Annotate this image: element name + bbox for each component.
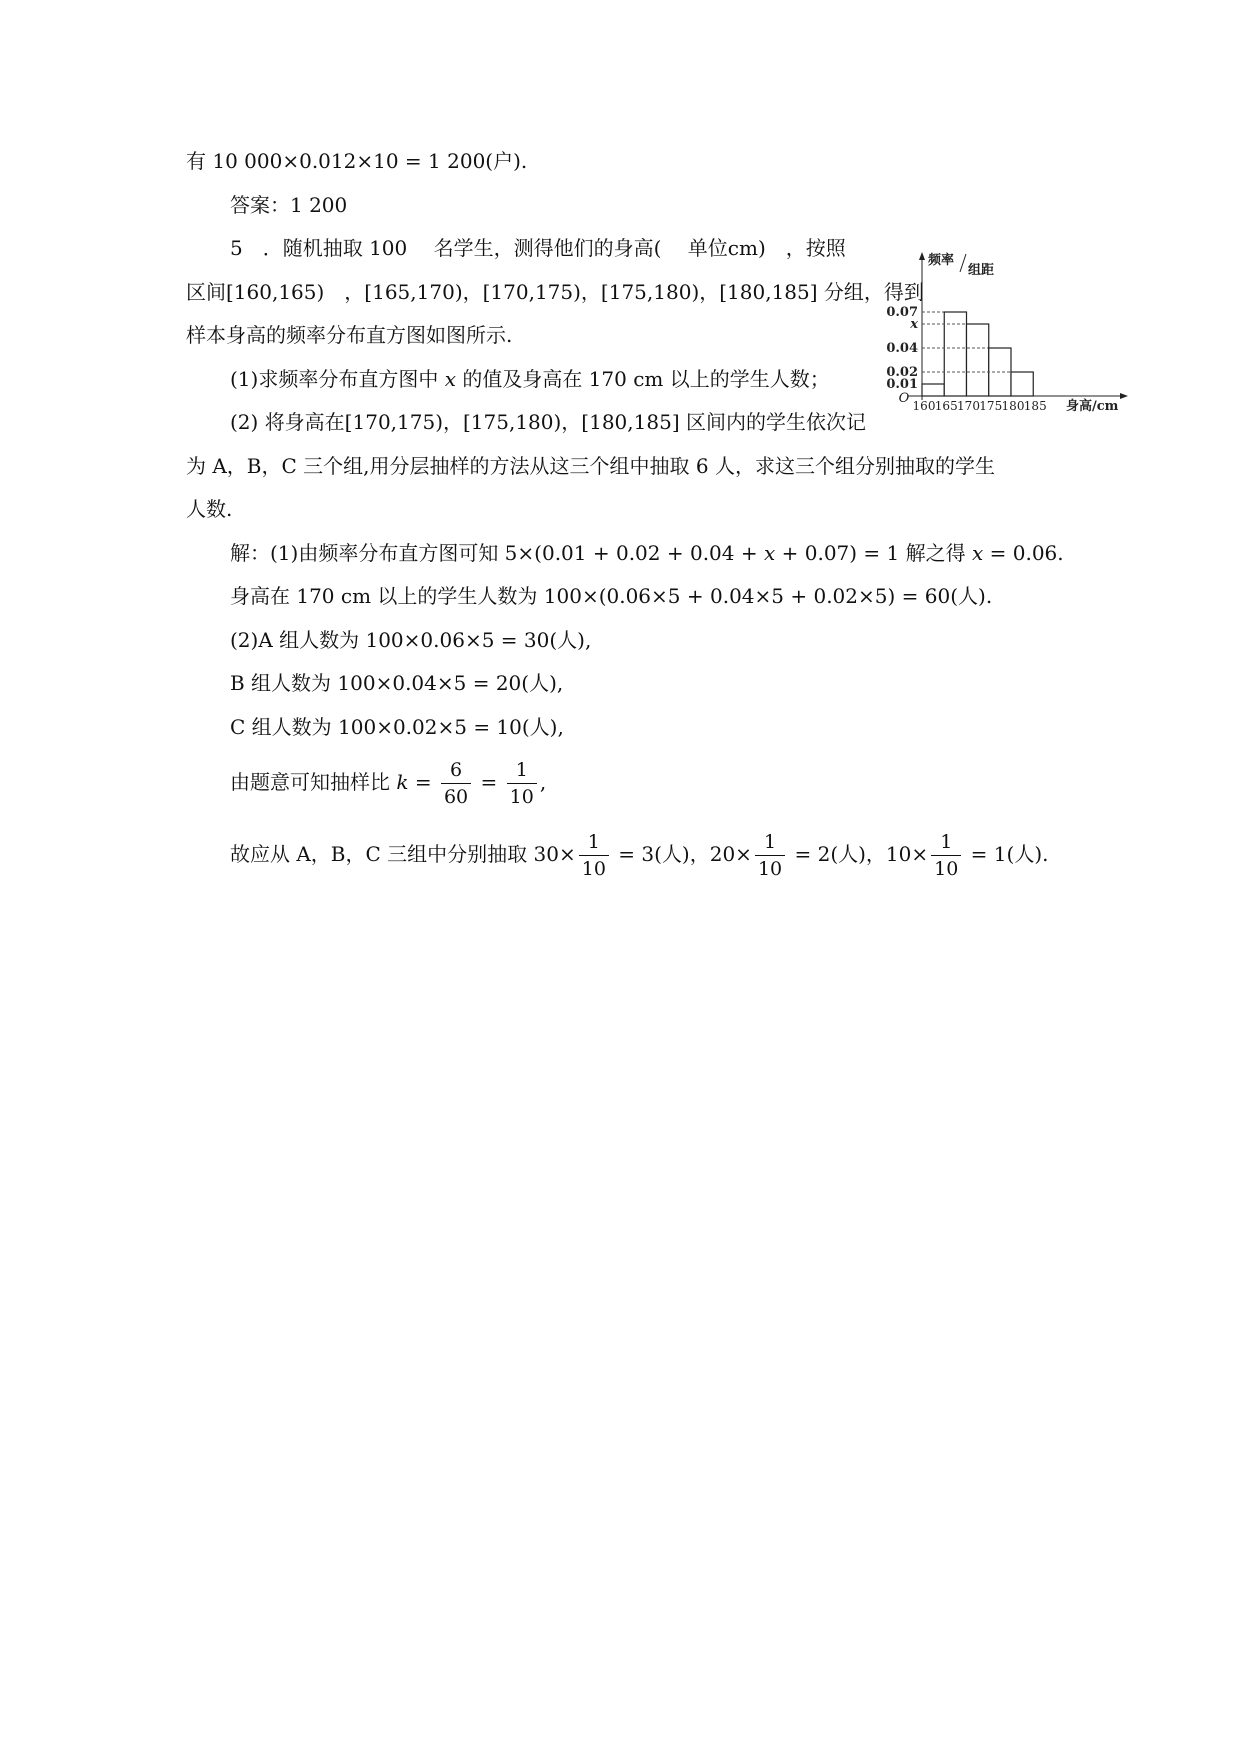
x-axis-label: 身高/cm — [1066, 399, 1119, 414]
equals-sign: = — [474, 770, 504, 794]
solution-1-text-c: = 0.06. — [983, 541, 1064, 565]
variable-x: x — [971, 541, 984, 565]
x-tick-label: 160 — [912, 399, 936, 413]
final-answer-line — [230, 824, 1049, 884]
variable-k: k — [396, 770, 409, 794]
x-axis-arrow-icon — [1120, 393, 1128, 399]
question-1 — [230, 365, 830, 393]
fraction-1-10 — [507, 757, 537, 810]
line-end: , — [539, 770, 547, 794]
fraction-numerator: 1 — [755, 829, 785, 856]
question-2-line-3: 人数. — [186, 497, 233, 521]
final-answer-text-a: 故应从 A，B，C 三组中分别抽取 30× — [230, 842, 576, 866]
origin-label: O — [898, 391, 910, 406]
fraction-denominator: 10 — [581, 858, 606, 880]
text-line-1: 有 10 000×0.012×10 = 1 200(户). — [186, 149, 528, 173]
fraction-denominator: 10 — [757, 858, 783, 880]
frequency-histogram — [870, 244, 1140, 414]
question-2-line-2: 为 A，B，C 三个组,用分层抽样的方法从这三个组中抽取 6 人，求这三个组分别抽取的学生 — [186, 454, 995, 478]
y-tick-label: 0.04 — [886, 341, 918, 356]
y-tick-label: 0.07 — [886, 305, 918, 320]
fraction-denominator: 10 — [934, 858, 959, 880]
x-tick-label: 170 — [957, 399, 980, 413]
final-answer-text-b: = 3(人)，20× — [611, 842, 752, 866]
sampling-ratio-line — [230, 752, 546, 812]
fraction-1-10 — [579, 829, 609, 882]
histogram-bar — [967, 324, 989, 396]
x-tick-label: 165 — [934, 399, 958, 413]
solution-line-4: B 组人数为 100×0.04×5 = 20(人), — [230, 671, 564, 695]
problem-5-line-2: 区间[160,165) ，[165,170)，[170,175)，[175,180)，[180,185] 分组，得到 — [186, 280, 924, 304]
solution-1-text-a: 解：(1)由频率分布直方图可知 5×(0.01 + 0.02 + 0.04 + — [230, 541, 764, 565]
variable-x: x — [444, 367, 456, 391]
variable-x: x — [763, 541, 776, 565]
x-tick-label: 175 — [979, 399, 1003, 413]
fraction-6-60 — [441, 757, 471, 810]
histogram-bar — [944, 312, 966, 396]
solution-line-3: (2)A 组人数为 100×0.06×5 = 30(人), — [230, 628, 592, 652]
fraction-numerator: 6 — [441, 757, 471, 784]
fraction-1-10 — [755, 829, 785, 882]
fraction-denominator: 10 — [509, 786, 534, 808]
problem-5-line-1: 5 ．随机抽取 100 名学生，测得他们的身高( 单位cm) ，按照 — [230, 236, 846, 260]
answer-line: 答案：1 200 — [230, 193, 348, 217]
equals-sign: = — [408, 770, 438, 794]
solution-line-5: C 组人数为 100×0.02×5 = 10(人), — [230, 715, 564, 739]
question-1-text-a: (1)求频率分布直方图中 — [230, 367, 445, 391]
histogram-bar — [1011, 372, 1033, 396]
fraction-1-10 — [931, 829, 961, 882]
y-label-top: 频率 — [928, 253, 955, 268]
y-label-slash — [960, 254, 966, 272]
y-tick-label: x — [910, 317, 918, 332]
fraction-denominator: 60 — [443, 786, 469, 808]
sampling-ratio-text: 由题意可知抽样比 — [230, 770, 397, 794]
y-label-bottom: 组距 — [968, 263, 995, 278]
y-tick-label: 0.02 — [886, 365, 918, 380]
histogram-bar — [922, 384, 944, 396]
fraction-numerator: 1 — [931, 829, 961, 856]
fraction-numerator: 1 — [507, 757, 537, 784]
question-2-line-1: (2) 将身高在[170,175)，[175,180)，[180,185] 区间内的学生依次记 — [230, 410, 866, 434]
final-answer-text-d: = 1(人). — [964, 842, 1049, 866]
question-1-text-b: 的值及身高在 170 cm 以上的学生人数； — [455, 367, 830, 391]
x-tick-label: 185 — [1023, 399, 1047, 413]
y-tick-label: 0.01 — [886, 377, 918, 392]
solution-line-1 — [230, 539, 1064, 567]
fraction-numerator: 1 — [579, 829, 609, 856]
solution-line-2: 身高在 170 cm 以上的学生人数为 100×(0.06×5 + 0.04×5 + 0.02×5) = 60(人). — [230, 584, 993, 608]
solution-1-text-b: + 0.07) = 1 解之得 — [775, 541, 972, 565]
x-tick-label: 180 — [1001, 399, 1025, 413]
y-axis-arrow-icon — [919, 252, 925, 260]
problem-5-line-3: 样本身高的频率分布直方图如图所示. — [186, 323, 513, 347]
final-answer-text-c: = 2(人)，10× — [788, 842, 929, 866]
